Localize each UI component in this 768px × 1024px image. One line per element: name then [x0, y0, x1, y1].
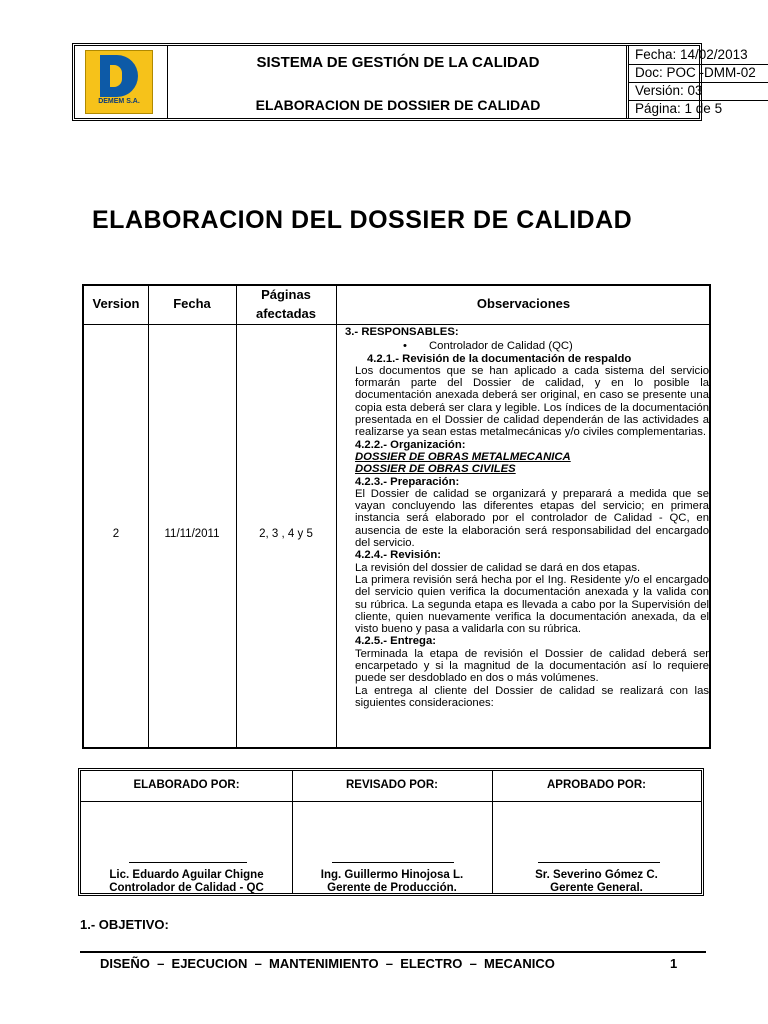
section-423-title: 4.2.3.- Preparación: — [355, 475, 460, 488]
signature-head: ELABORADO POR: — [133, 779, 240, 791]
footer-tagline: DISEÑO – EJECUCION – MANTENIMIENTO – ELECTRO – MECANICO — [100, 956, 555, 971]
cell-version: 2 — [112, 528, 120, 540]
signer-name: Lic. Eduardo Aguilar Chigne — [109, 869, 264, 881]
bullet-controlador — [355, 340, 709, 352]
section-424-text2: La primera revisión será hecha por el Ing. Residente y/o el encargado del servicio quien verifica la documentación anexada y la valida con su rúbrica. La segunda etapa es llevada a cabo por la Supervisión del cliente, quien nuevamente verifica la documentación anexada, da el visto bueno y pasa a validarla con su rúbrica. — [355, 573, 709, 636]
controlador-text: Controlador de Calidad (QC) — [429, 340, 573, 353]
cell-fecha: 11/11/2011 — [164, 528, 220, 540]
header-afectadas: afectadas — [256, 306, 316, 321]
header-observaciones: Observaciones — [476, 296, 571, 311]
header-title-cell — [167, 46, 629, 118]
logo-d-icon — [100, 55, 138, 97]
section-424-title: 4.2.4.- Revisión: — [355, 549, 442, 562]
signer-role: Controlador de Calidad - QC — [109, 882, 264, 894]
section-421-title: 4.2.1.- Revisión de la documentación de respaldo — [367, 352, 632, 365]
section-423-text: El Dossier de calidad se organizará y preparará a medida que se vayan concluyendo las diferentes etapas del servicio; en primera instancia será elaborado por el controlador de Calidad - QC, en ausencia de este la elaboración será responsabilidad del encargado del servicio. — [355, 487, 709, 550]
revision-table — [82, 284, 711, 749]
company-logo — [85, 50, 153, 114]
signature-elaborado — [81, 771, 292, 893]
header-paginas: Páginas — [261, 287, 311, 302]
signature-revisado — [292, 771, 492, 893]
signature-name-block — [81, 869, 292, 895]
signature-head: REVISADO POR: — [345, 779, 438, 791]
dossier-civiles: DOSSIER DE OBRAS CIVILES — [355, 463, 516, 476]
system-title: SISTEMA DE GESTIÓN DE LA CALIDAD — [256, 54, 540, 71]
signature-aprobado — [492, 771, 701, 893]
signature-name-block — [492, 869, 701, 895]
signature-head: APROBADO POR: — [546, 779, 647, 791]
document-subtitle: ELABORACION DE DOSSIER DE CALIDAD — [255, 97, 541, 113]
header-version: Version — [92, 296, 140, 311]
observaciones-content — [345, 326, 709, 709]
section-objetivo-title: 1.- OBJETIVO: — [80, 917, 169, 932]
document-header — [72, 43, 756, 121]
signer-role: Gerente General. — [550, 882, 643, 894]
signer-role: Gerente de Producción. — [327, 882, 457, 894]
header-fecha: Fecha — [173, 296, 211, 311]
bullet-icon: • — [403, 340, 407, 353]
logo-cell — [75, 46, 168, 118]
signature-name-block — [292, 869, 492, 895]
cell-paginas: 2, 3 , 4 y 5 — [259, 528, 313, 540]
page-number: 1 — [670, 956, 678, 971]
main-title: ELABORACION DEL DOSSIER DE CALIDAD — [92, 206, 633, 234]
signer-name: Ing. Guillermo Hinojosa L. — [320, 869, 464, 881]
section-421-text: Los documentos que se han aplicado a cada sistema del servicio formarán parte del Dossier de calidad, y en lo posible la documentación anexada deberá ser original, en caso se presente una copia esta deberá ser clara y legible. Los índices de la documentación presentada en el Dossier de calidad dependerán de las actividades a realizarse ya sean estas metalmecánicas y/o civiles complementarias. — [355, 364, 709, 439]
dossier-metalmecanica: DOSSIER DE OBRAS METALMECANICA — [355, 450, 571, 463]
section-425-text1: Terminada la etapa de revisión el Dossier de calidad deberá ser encarpetado y si la magnitud de la documentación así lo requiere puede ser desdoblado en dos o más volúmenes. — [355, 647, 709, 685]
meta-fecha: Fecha: 14/02/2013 — [635, 47, 748, 62]
header-meta-cell — [629, 46, 756, 118]
meta-doc: Doc: POC -DMM-02 — [635, 65, 756, 80]
section-422-title: 4.2.2.- Organización: — [355, 438, 466, 451]
signer-name: Sr. Severino Gómez C. — [535, 869, 658, 881]
logo-text: DEMEM S.A. — [98, 98, 140, 105]
meta-pagina: Página: 1 de 5 — [635, 101, 723, 116]
section-424-text1: La revisión del dossier de calidad se dará en dos etapas. — [355, 561, 641, 574]
section-425-text2: La entrega al cliente del Dossier de calidad se realizará con las siguientes consideraciones: — [355, 684, 709, 709]
footer-divider — [80, 951, 706, 953]
section-3-title: 3.- RESPONSABLES: — [345, 326, 459, 338]
meta-version: Versión: 03 — [635, 83, 703, 98]
section-425-title: 4.2.5.- Entrega: — [355, 635, 436, 648]
signatures-table — [78, 768, 704, 896]
